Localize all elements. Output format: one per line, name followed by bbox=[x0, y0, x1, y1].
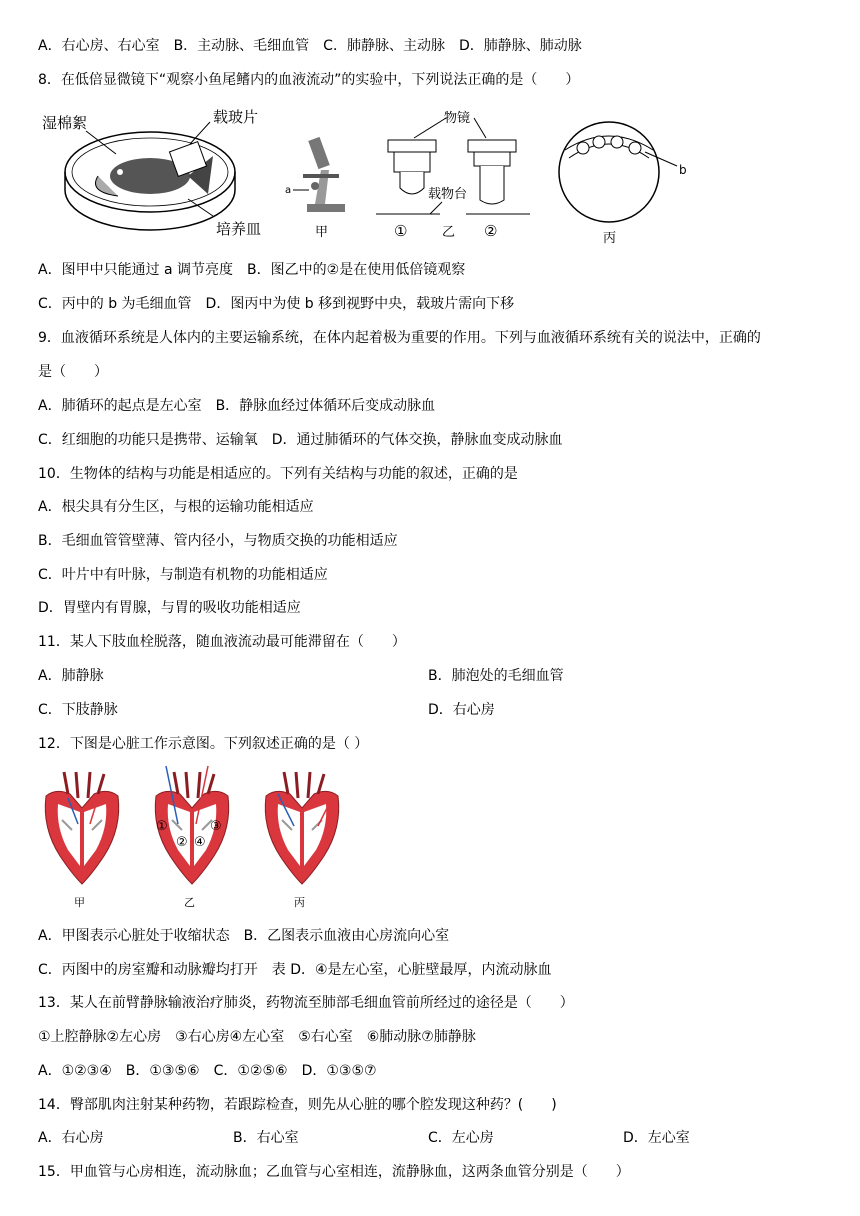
fig-bing-label: 丙 bbox=[603, 231, 617, 246]
q15-stem: 15．甲血管与心房相连，流动脉血；乙血管与心室相连，流静脉血，这两条血管分别是（ ） bbox=[38, 1164, 630, 1180]
heart-label-4: ④ bbox=[194, 835, 206, 850]
q11-option-a: A．肺静脉 bbox=[38, 668, 104, 684]
q7-options: A．右心房、右心室 B．主动脉、毛细血管 C．肺静脉、主动脉 D．肺静脉、肺动脉 bbox=[38, 38, 582, 54]
q13-path: ①上腔静脉②左心房 ③右心房④左心室 ⑤右心室 ⑥肺动脉⑦肺静脉 bbox=[38, 1029, 476, 1045]
q10-option-a: A．根尖具有分生区，与根的运输功能相适应 bbox=[38, 499, 314, 515]
q12-options-line1: A．甲图表示心脏处于收缩状态 B．乙图表示血液由心房流向心室 bbox=[38, 928, 450, 944]
heart-label-3: ③ bbox=[210, 819, 222, 834]
q9-options-line2: C．红细胞的功能只是携带、运输氧 D．通过肺循环的气体交换，静脉血变成动脉血 bbox=[38, 432, 563, 448]
q8-stem: 8．在低倍显微镜下“观察小鱼尾鳍内的血液流动”的实验中，下列说法正确的是（ ） bbox=[38, 72, 580, 88]
q9-options-line1: A．肺循环的起点是左心室 B．静脉血经过体循环后变成动脉血 bbox=[38, 398, 436, 414]
stage-label: 载物台 bbox=[428, 187, 468, 202]
wet-cotton-label: 湿棉絮 bbox=[42, 114, 88, 132]
slide-label: 载玻片 bbox=[213, 108, 259, 126]
heart-diagrams-figure bbox=[38, 764, 358, 914]
q9-stem-line1: 9．血液循环系统是人体内的主要运输系统，在体内起着极为重要的作用。下列与血液循环系统有关的说法中，正确的 bbox=[38, 330, 761, 346]
field-of-view-figure bbox=[555, 118, 695, 246]
q10-option-d: D．胃壁内有胃腺，与胃的吸收功能相适应 bbox=[38, 600, 301, 616]
microscope-a-label: a bbox=[285, 185, 292, 196]
fig-yi-label: 乙 bbox=[442, 225, 456, 240]
q11-option-c: C．下肢静脉 bbox=[38, 702, 118, 718]
heart-yi-label: 乙 bbox=[184, 896, 195, 909]
objective-2-label: ② bbox=[484, 222, 498, 240]
heart-label-1: ① bbox=[156, 819, 168, 834]
q12-options-line2: C．丙图中的房室瓣和动脉瓣均打开 表 D．④是左心室，心脏壁最厚，内流动脉血 bbox=[38, 962, 552, 978]
q12-stem: 12．下图是心脏工作示意图。下列叙述正确的是（ ） bbox=[38, 736, 369, 752]
q14-stem: 14．臀部肌肉注射某种药物，若跟踪检查，则先从心脏的哪个腔发现这种药？( ) bbox=[38, 1097, 557, 1113]
q9-stem-line2: 是（ ） bbox=[38, 364, 108, 380]
microscope-figure bbox=[285, 130, 355, 242]
q11-option-d: D．右心房 bbox=[428, 702, 495, 718]
q8-options-line1: A．图甲中只能通过 a 调节亮度 B．图乙中的②是在使用低倍镜观察 bbox=[38, 262, 466, 278]
q11-stem: 11．某人下肢血栓脱落，随血液流动最可能滞留在（ ） bbox=[38, 634, 406, 650]
q11-options-row1 bbox=[38, 666, 818, 686]
objective-label: 物镜 bbox=[444, 111, 471, 126]
q14-options bbox=[38, 1128, 818, 1148]
q11-option-b: B．肺泡处的毛细血管 bbox=[428, 668, 564, 684]
dish-label: 培养皿 bbox=[216, 220, 262, 238]
q10-stem: 10．生物体的结构与功能是相适应的。下列有关结构与功能的叙述，正确的是 bbox=[38, 466, 518, 482]
q10-option-b: B．毛细血管管壁薄、管内径小，与物质交换的功能相适应 bbox=[38, 533, 398, 549]
objective-1-label: ① bbox=[394, 222, 408, 240]
q13-stem: 13．某人在前臂静脉输液治疗肺炎，药物流至肺部毛细血管前所经过的途径是（ ） bbox=[38, 995, 574, 1011]
heart-jia-label: 甲 bbox=[74, 896, 85, 909]
fish-dish-figure bbox=[38, 104, 278, 246]
q14-option-c: C．左心房 bbox=[428, 1130, 494, 1146]
q10-option-c: C．叶片中有叶脉，与制造有机物的功能相适应 bbox=[38, 567, 328, 583]
objectives-figure bbox=[370, 104, 540, 244]
q14-option-b: B．右心室 bbox=[233, 1130, 299, 1146]
fov-b-label: b bbox=[679, 163, 687, 177]
q11-options-row2 bbox=[38, 700, 818, 720]
fig-jia-label: 甲 bbox=[315, 225, 329, 240]
q13-options: A．①②③④ B．①③⑤⑥ C．①②⑤⑥ D．①③⑤⑦ bbox=[38, 1063, 377, 1079]
heart-bing-label: 丙 bbox=[294, 896, 305, 909]
heart-label-2: ② bbox=[176, 835, 188, 850]
q14-option-a: A．右心房 bbox=[38, 1130, 104, 1146]
q8-options-line2: C．丙中的 b 为毛细血管 D．图丙中为使 b 移到视野中央，载玻片需向下移 bbox=[38, 296, 515, 312]
q14-option-d: D．左心室 bbox=[623, 1130, 690, 1146]
